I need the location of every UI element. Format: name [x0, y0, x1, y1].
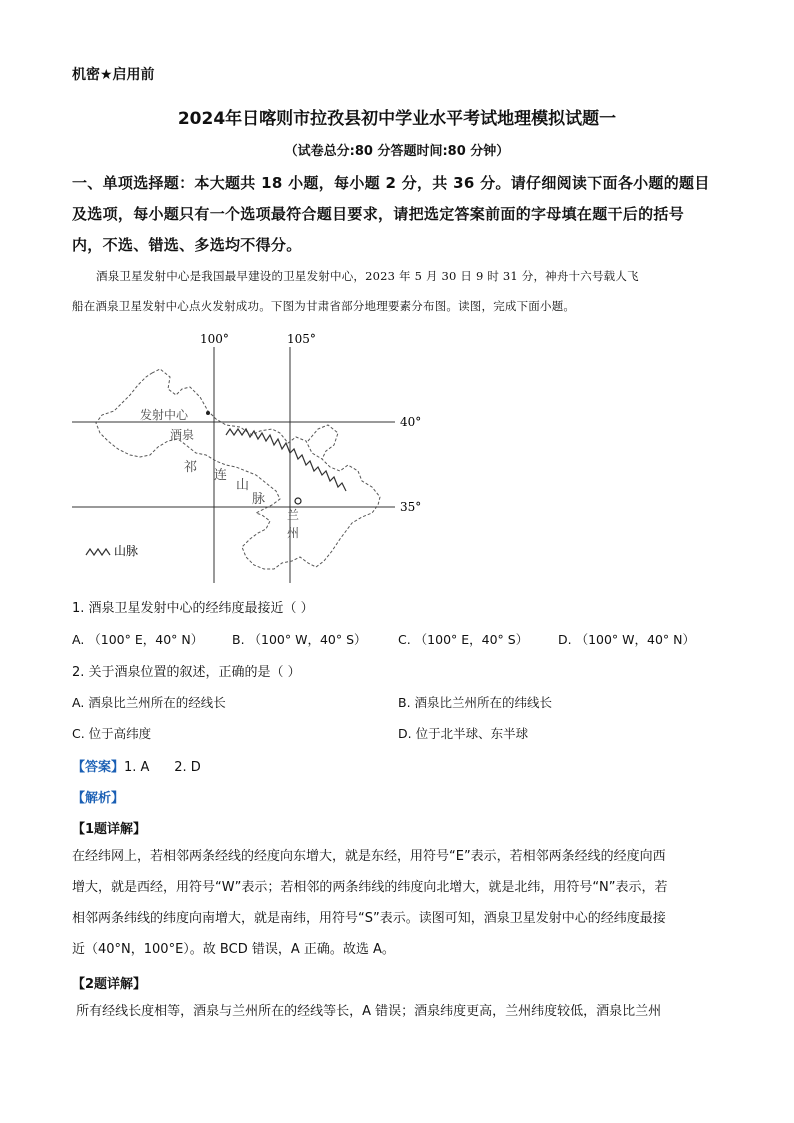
answer-text: 1. A 2. D [124, 760, 201, 775]
question-1-option-c[interactable]: C. （100° E，40° S） [398, 632, 529, 647]
lat-label-40: 40° [400, 415, 422, 429]
qilian-label-char: 祁 [184, 460, 198, 475]
question-2-option-d[interactable]: D. 位于北半球、东半球 [398, 726, 529, 741]
lat-label-35: 35° [400, 500, 422, 514]
question-1-stem: 1. 酒泉卫星发射中心的经纬度最接近（ ） [72, 601, 314, 616]
qilian-label-char: 山 [236, 478, 250, 493]
material-intro-line: 酒泉卫星发射中心是我国最早建设的卫星发射中心，2023 年 5 月 30 日 9 时 31 分，神舟十六号载人飞 [96, 269, 639, 283]
lon-label-105: 105° [287, 332, 316, 346]
legend-label: 山脉 [114, 544, 139, 558]
detail-2-title: 【2题详解】 [72, 977, 147, 992]
page-subtitle: （试卷总分:80 分答题时间:80 分钟） [284, 144, 510, 159]
analysis-label: 【解析】 [72, 791, 125, 806]
province-boundary-east [308, 425, 338, 459]
question-2-option-c[interactable]: C. 位于高纬度 [72, 726, 152, 741]
mountain-legend-icon [86, 549, 110, 555]
section-instruction-line: 内，不选、错选、多选均不得分。 [72, 236, 302, 254]
lanzhou-point [295, 498, 301, 504]
lanzhou-label-char: 州 [287, 526, 300, 540]
detail-1-line: 增大，就是西经，用符号“W”表示；若相邻的两条纬线的纬度向北增大，就是北纬，用符号“N”表示，若 [72, 880, 668, 895]
detail-1-line: 近（40°N，100°E）。故 BCD 错误，A 正确。故选 A。 [72, 942, 395, 957]
question-2-option-a[interactable]: A. 酒泉比兰州所在的经线长 [72, 695, 226, 710]
detail-1-line: 相邻两条纬线的纬度向南增大，就是南纬，用符号“S”表示。读图可知，酒泉卫星发射中心的经纬度最接 [72, 911, 666, 926]
detail-1-title: 【1题详解】 [72, 822, 147, 837]
lon-label-100: 100° [200, 332, 229, 346]
question-1-option-b[interactable]: B. （100° W，40° S） [232, 632, 367, 647]
question-1-option-d[interactable]: D. （100° W，40° N） [558, 632, 695, 647]
gansu-map-figure [60, 325, 440, 590]
question-2-stem: 2. 关于酒泉位置的叙述，正确的是（ ） [72, 665, 301, 680]
question-2-option-b[interactable]: B. 酒泉比兰州所在的纬线长 [398, 695, 553, 710]
qilian-label-char: 连 [214, 468, 228, 483]
province-boundary [96, 369, 380, 569]
jiuquan-label: 酒泉 [170, 428, 195, 442]
secret-mark: 机密★启用前 [72, 67, 155, 83]
question-1-option-a[interactable]: A. （100° E，40° N） [72, 632, 204, 647]
section-instruction-line: 及选项，每小题只有一个选项最符合题目要求，请把选定答案前面的字母填在题干后的括号 [72, 205, 685, 223]
answer-label: 【答案】 [72, 760, 125, 775]
launch-center-label: 发射中心 [140, 408, 189, 422]
page-title: 2024年日喀则市拉孜县初中学业水平考试地理模拟试题一 [177, 109, 617, 129]
detail-2-line: 所有经线长度相等，酒泉与兰州所在的经线等长，A 错误；酒泉纬度更高，兰州纬度较低，酒泉比兰州 [72, 1004, 662, 1019]
qilian-label-char: 脉 [252, 492, 266, 507]
answer-line [72, 756, 201, 775]
section-instruction-line: 一、单项选择题：本大题共 18 小题，每小题 2 分，共 36 分。请仔细阅读下面各小题的题目 [72, 174, 710, 192]
launch-center-point [206, 411, 210, 415]
detail-1-line: 在经纬网上，若相邻两条经线的经度向东增大，就是东经，用符号“E”表示，若相邻两条经线的经度向西 [72, 849, 666, 864]
lanzhou-label-char: 兰 [287, 508, 300, 522]
material-intro-line: 船在酒泉卫星发射中心点火发射成功。下图为甘肃省部分地理要素分布图。读图，完成下面小题。 [72, 299, 576, 313]
